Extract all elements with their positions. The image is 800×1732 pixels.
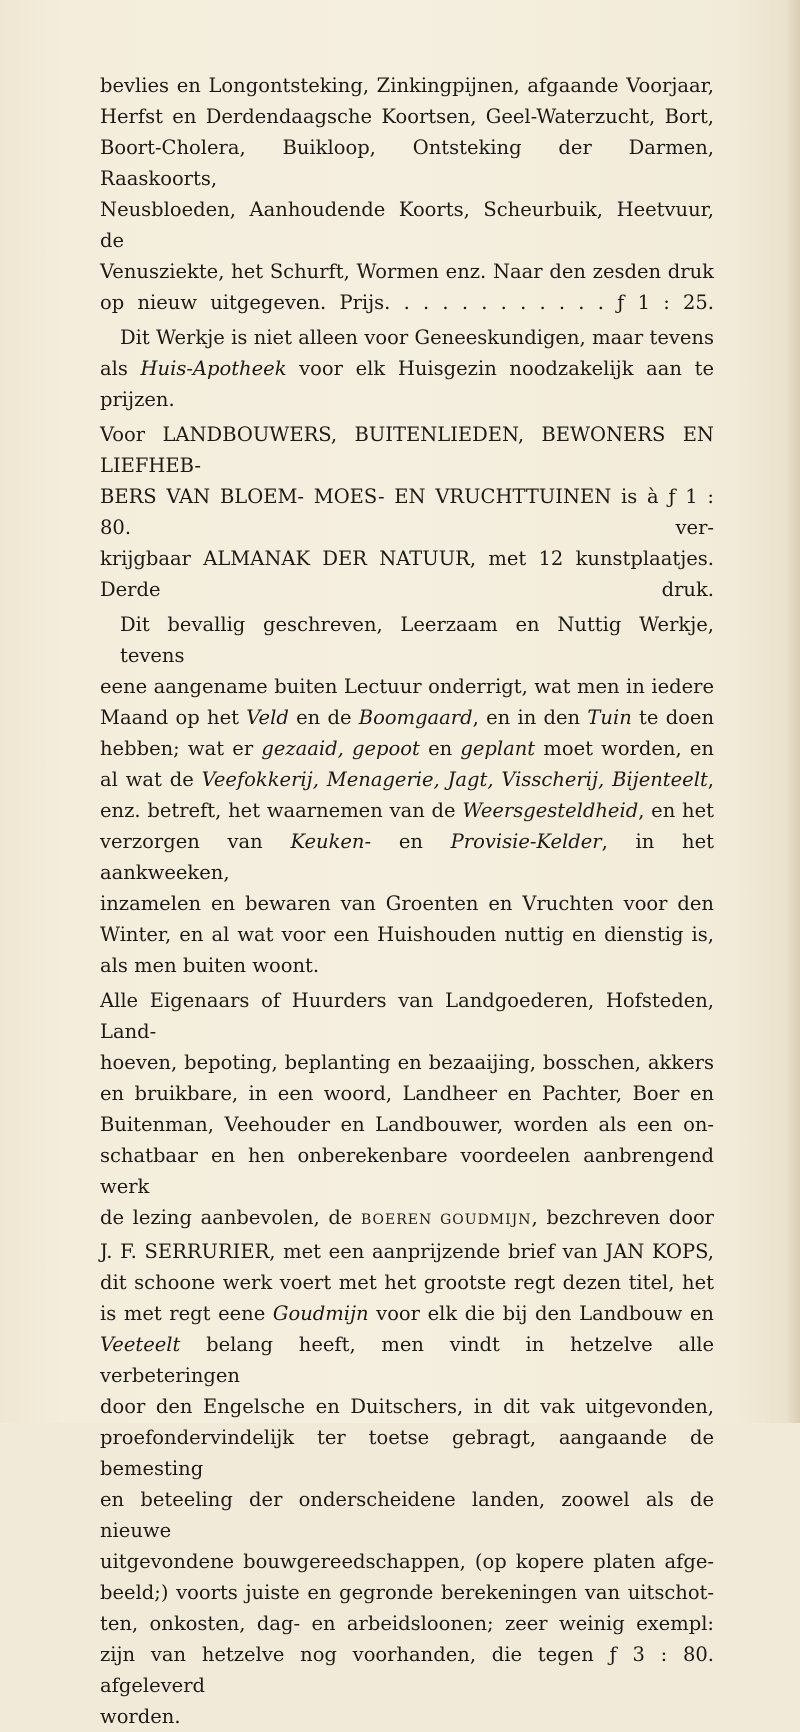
text-line: schatbaar en hen onberekenbare voordeelen aanbrengend werk — [100, 1144, 714, 1198]
paragraph-ailments — [100, 70, 714, 318]
text-block — [100, 70, 714, 1732]
text-line: beeld;) voorts juiste en gegronde berekeningen van uitschot- — [100, 1581, 714, 1604]
text-line: uitgevondene bouwgereedschappen, (op kopere platen afge- — [100, 1550, 714, 1573]
text-line: krijgbaar ALMANAK DER NATUUR, met 12 kunstplaatjes. Derde druk. — [100, 547, 714, 601]
text-line: Veeteelt belang heeft, men vindt in hetzelve alle verbeteringen — [100, 1333, 714, 1387]
emphasis: Provisie-Kelder — [450, 830, 602, 853]
emphasis: Goudmijn — [272, 1302, 369, 1325]
text-line: Neusbloeden, Aanhoudende Koorts, Scheurbuik, Heetvuur, de — [100, 198, 714, 252]
text-line: als men buiten woont. — [100, 954, 320, 977]
text-line: verzorgen van Keuken- en Provisie-Kelder, in het aankweeken, — [100, 830, 714, 884]
paragraph-huis-apotheek — [100, 322, 714, 415]
text-line: Dit bevallig geschreven, Leerzaam en Nuttig Werkje, tevens — [120, 613, 714, 667]
paragraph-almanak — [100, 419, 714, 605]
emphasis: Tuin — [587, 706, 632, 729]
page-edge-shadow — [786, 0, 800, 1423]
text-line: Maand op het Veld en de Boomgaard, en in den Tuin te doen — [100, 706, 715, 729]
emphasis: geplant — [460, 737, 536, 760]
text-line: proefondervindelijk ter toetse gebragt, aangaande de bemesting — [100, 1426, 714, 1480]
text-line-price: op nieuw uitgegeven. Prijs. . . . . . . . . . . . ƒ 1 : 25. — [100, 291, 714, 314]
text-line: Alle Eigenaars of Huurders van Landgoederen, Hofsteden, Land- — [100, 989, 714, 1043]
text-line: inzamelen en bewaren van Groenten en Vruchten voor den — [100, 892, 714, 915]
text-line: als Huis-Apotheek voor elk Huisgezin noodzakelijk aan te — [100, 357, 714, 380]
emphasis: Huis-Apotheek — [140, 357, 287, 380]
emphasis: Veefokkerij, Menagerie, Jagt, Visscherij, Bijenteelt — [201, 768, 708, 791]
text-line: al wat de Veefokkerij, Menagerie, Jagt, Visscherij, Bijenteelt, — [100, 768, 714, 791]
text-line: prijzen. — [100, 388, 175, 411]
text-line: bevlies en Longontsteking, Zinkingpijnen, afgaande Voorjaar, — [100, 74, 714, 97]
emphasis: Veeteelt — [100, 1333, 181, 1356]
text-line: BERS VAN BLOEM- MOES- EN VRUCHTTUINEN is à ƒ 1 : 80. ver- — [100, 485, 714, 539]
text-line: dit schoone werk voert met het grootste regt dezen titel, het — [100, 1271, 714, 1294]
text-line: enz. betreft, het waarnemen van de Weersgesteldheid, en het — [100, 799, 714, 822]
text-line: en beteeling der onderscheidene landen, zoowel als de nieuwe — [100, 1488, 714, 1542]
text-line: Dit Werkje is niet alleen voor Geneeskundigen, maar tevens — [120, 326, 714, 349]
text-line: worden. — [100, 1705, 181, 1728]
text-line: zijn van hetzelve nog voorhanden, die tegen ƒ 3 : 80. afgeleverd — [100, 1643, 714, 1697]
text-line: hebben; wat er gezaaid, gepoot en geplant moet worden, en — [100, 737, 714, 760]
text-line: J. F. SERRURIER, met een aanprijzende brief van JAN KOPS, — [100, 1240, 714, 1263]
text-line: is met regt eene Goudmijn voor elk die bij den Landbouw en — [100, 1302, 714, 1325]
text-line: Buitenman, Veehouder en Landbouwer, worden als een on- — [100, 1113, 714, 1136]
text-line: eene aangename buiten Lectuur onderrigt, wat men in iedere — [100, 675, 714, 698]
text-line: door den Engelsche en Duitschers, in dit vak uitgevonden, — [100, 1395, 714, 1418]
text-line: Boort-Cholera, Buikloop, Ontsteking der Darmen, Raaskoorts, — [100, 136, 714, 190]
text-line: de lezing aanbevolen, de BOEREN GOUDMIJN, bezchreven door — [100, 1206, 715, 1229]
paragraph-boeren-goudmijn — [100, 985, 714, 1732]
text-line: en bruikbare, in een woord, Landheer en Pachter, Boer en — [100, 1082, 714, 1105]
emphasis: Keuken- — [290, 830, 372, 853]
text-line: Winter, en al wat voor een Huishouden nuttig en dienstig is, — [100, 923, 714, 946]
small-caps-title: BOEREN GOUDMIJN — [360, 1212, 532, 1228]
text-line: Herfst en Derdendaagsche Koortsen, Geel-Waterzucht, Bort, — [100, 105, 714, 128]
text-line: Venusziekte, het Schurft, Wormen enz. Naar den zesden druk — [100, 260, 714, 283]
text-line: ten, onkosten, dag- en arbeidsloonen; zeer weinig exempl: — [100, 1612, 714, 1635]
emphasis: gezaaid, gepoot — [261, 737, 420, 760]
emphasis: Boomgaard — [358, 706, 473, 729]
emphasis: Veld — [246, 706, 289, 729]
emphasis: Weersgesteldheid — [462, 799, 639, 822]
paragraph-werkje — [100, 609, 714, 981]
text-line: hoeven, bepoting, beplanting en bezaaijing, bosschen, akkers — [100, 1051, 714, 1074]
text-line: Voor LANDBOUWERS, BUITENLIEDEN, BEWONERS EN LIEFHEB- — [100, 423, 714, 477]
